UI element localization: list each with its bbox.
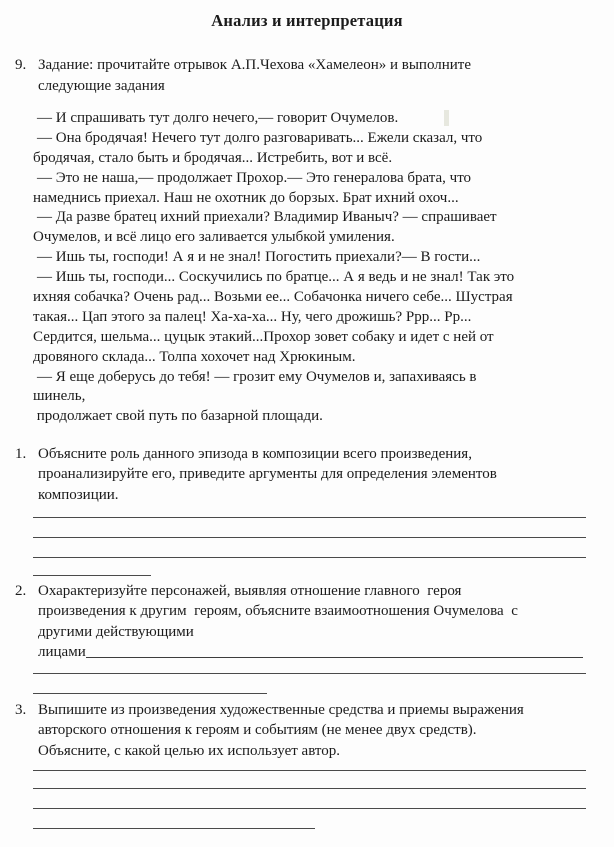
answer-blank-line	[33, 828, 315, 829]
assignment-number: 9.	[15, 57, 27, 73]
question-1	[15, 444, 583, 505]
question-number: 1.	[15, 446, 27, 462]
question-text-line: лицами	[38, 643, 86, 660]
answer-blank-line	[33, 770, 586, 771]
page-title: Анализ и интерпретация	[211, 11, 403, 30]
question-text-line: Объясните роль данного эпизода в композиции всего произведения,	[38, 446, 472, 462]
excerpt-line: дровяного склада... Толпа хохочет над Хрюкиным.	[33, 348, 356, 365]
question-2	[15, 581, 583, 662]
question-number: 2.	[15, 583, 27, 599]
excerpt-line: — Ишь ты, господи! А я и не знал! Погостить приехали?— В гости...	[37, 249, 481, 266]
answer-blank-line	[33, 557, 586, 558]
answer-blank-line	[86, 642, 583, 658]
excerpt-line: — Ишь ты, господи... Соскучились по братце... А я ведь и не знал! Так это	[37, 269, 515, 286]
excerpt-line: ихняя собачка? Очень рад... Возьми ее... Собачонка ничего себе... Шустрая	[33, 289, 513, 306]
answer-blank-line	[33, 788, 586, 789]
excerpt-line: — Да разве братец ихний приехали? Владимир Иваныч? — спрашивает	[37, 209, 497, 226]
excerpt-line: Сердится, шельма... цуцык этакий...Прохор зовет собаку и идет с ней от	[33, 328, 494, 345]
question-text-line: композиции.	[38, 486, 119, 503]
assignment-text-line: Задание: прочитайте отрывок А.П.Чехова «Хамелеон» и выполните	[38, 57, 472, 73]
answer-blank-line	[33, 693, 267, 694]
answer-blank-line	[33, 575, 151, 576]
answer-blank-line	[33, 517, 586, 518]
question-number: 3.	[15, 702, 27, 718]
excerpt-line: — Я еще доберусь до тебя! — грозит ему Очумелов и, запахиваясь в	[37, 368, 477, 385]
question-text-line: проанализируйте его, приведите аргументы для определения элементов	[38, 466, 497, 483]
question-text-line: Охарактеризуйте персонажей, выявляя отношение главного героя	[38, 583, 462, 599]
answer-blank-line	[33, 537, 586, 538]
question-text-line: Выпишите из произведения художественные средства и приемы выражения	[38, 702, 524, 718]
question-text-line: произведения к другим героям, объясните взаимоотношения Очумелова с	[38, 603, 518, 620]
assignment-item	[15, 55, 583, 97]
excerpt-line: Очумелов, и всё лицо его заливается улыбкой умиления.	[33, 229, 395, 246]
excerpt-line: — Она бродячая! Нечего тут долго разговаривать... Ежели сказал, что	[37, 129, 483, 146]
question-3	[15, 700, 583, 761]
answer-blank-line	[33, 673, 586, 674]
excerpt-line: — И спрашивать тут долго нечего,— говорит Очумелов.	[37, 110, 399, 126]
answer-blank-line	[33, 808, 586, 809]
excerpt-line: — Это не наша,— продолжает Прохор.— Это генералова брата, что	[37, 169, 472, 186]
excerpt-line: бродячая, стало быть и бродячая... Истребить, вот и всё.	[33, 149, 393, 166]
excerpt-line: продолжает свой путь по базарной площади.	[33, 408, 323, 425]
question-text-line: авторского отношения к героям и событиям (не менее двух средств).	[38, 722, 477, 739]
text-cursor-highlight	[444, 110, 449, 126]
question-text-line: другими действующими	[38, 623, 194, 640]
assignment-text-line: следующие задания	[38, 78, 165, 94]
excerpt-line: шинель,	[33, 388, 86, 405]
excerpt-block	[33, 109, 593, 427]
excerpt-line: намеднись приехал. Наш не охотник до борзых. Брат ихний охоч...	[33, 189, 459, 206]
question-text-line: Объясните, с какой целью их использует автор.	[38, 742, 341, 759]
excerpt-line: такая... Цап этого за палец! Ха-ха-ха... Ну, чего дрожишь? Ррр... Рр...	[33, 308, 472, 325]
